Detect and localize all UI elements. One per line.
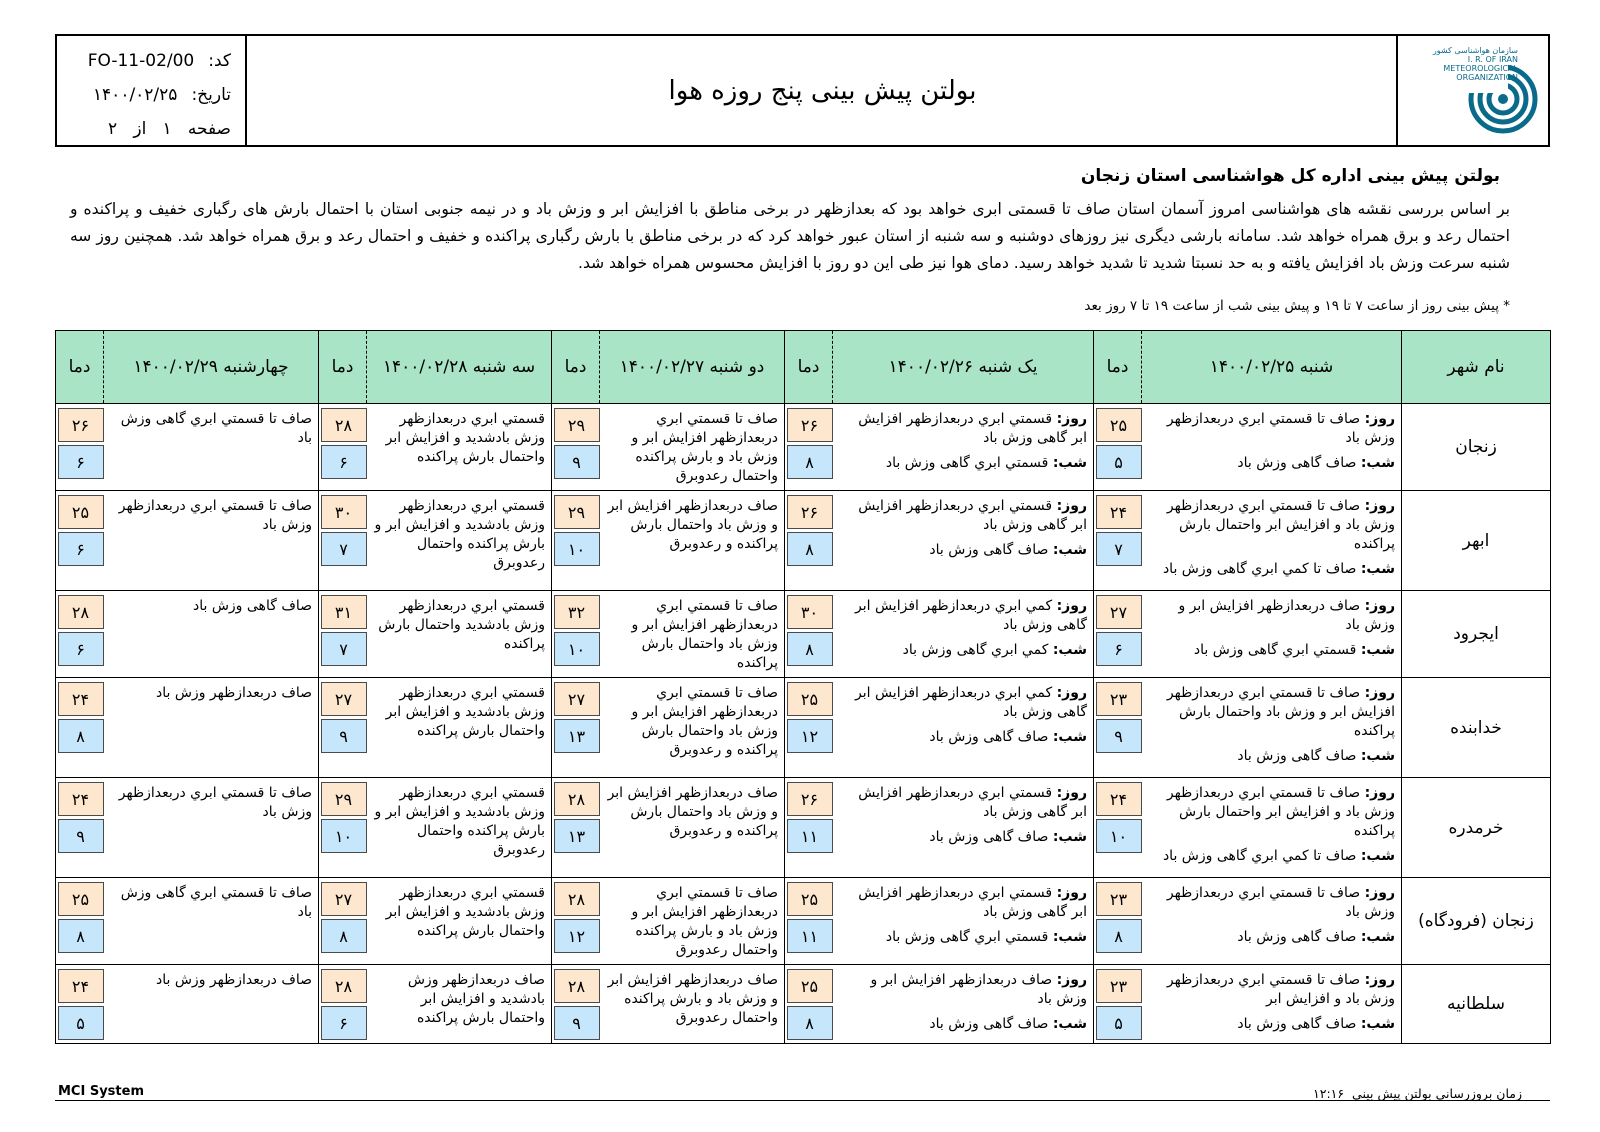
day-forecast-text: قسمتي ابري دربعدازظهر افزايش ابر گاهی وزش باد (858, 498, 1087, 533)
night-forecast (839, 1015, 1088, 1034)
forecast-description (1142, 404, 1402, 491)
city-name: خدابنده (1402, 678, 1551, 778)
max-temperature: ۲۵ (58, 882, 104, 916)
page-title: بولتن پیش بینی پنج روزه هوا (668, 75, 977, 106)
night-forecast (839, 928, 1088, 947)
night-forecast (1148, 1015, 1396, 1034)
night-forecast-text: صاف گاهی وزش باد (929, 1016, 1049, 1032)
forecast-text: صاف دربعدازظهر وزش باد (156, 972, 312, 988)
forecast-description (600, 965, 785, 1044)
forecast-description (367, 491, 552, 591)
day-forecast (839, 410, 1088, 448)
day-forecast (839, 971, 1088, 1009)
min-temperature: ۱۲ (787, 719, 833, 753)
night-forecast (839, 641, 1088, 660)
forecast-text: صاف گاهی وزش باد (192, 598, 312, 614)
forecast-text: صاف تا قسمتي ابري دربعدازظهر افزايش ابر و وزش باد و بارش پراكنده واحتمال رعدوبرق (631, 411, 778, 484)
day-header-1: شنبه ۱۴۰۰/۰۲/۲۵ (1142, 331, 1402, 404)
temperature-cell (56, 491, 104, 591)
day-header-2: یک شنبه ۱۴۰۰/۰۲/۲۶ (833, 331, 1094, 404)
forecast-description (833, 491, 1094, 591)
forecast-text: صاف تا قسمتي ابري دربعدازظهر افزايش ابر و وزش باد واحتمال بارش پراكنده (631, 598, 778, 671)
min-temperature: ۹ (58, 819, 104, 853)
temperature-cell (785, 491, 833, 591)
forecast-description (600, 778, 785, 878)
temperature-cell (56, 965, 104, 1044)
night-label: شب: (1360, 848, 1395, 864)
forecast-summary: بر اساس بررسی نقشه های هواشناسی امروز آسمان استان صاف تا قسمتی ابری خواهد بود که بعدازظهر در برخی مناطق با افزایش ابر و وزش باد و در نیمه جنوبی استان با احتمال بارش های رگباری خفیف و پراکنده و احتمال رعد و برق همراه خواهد شد. سامانه بارشی دیگری نیز روزهای دوشنبه و سه شنبه از استان عبور خواهد کرد که در برخی مناطق با بارش رگباری پراکنده و خفیف و احتمال رعد و برق همراه خواهد شد. همچنین روز سه شنبه سرعت وزش باد افزایش یافته و به حد نسبتا شدید تا شدید خواهد رسید. دمای هوا نیز طی این دو روز با افزایش محسوس همراه خواهد شد. (70, 200, 1510, 272)
temperature-cell (56, 591, 104, 678)
table-row (56, 404, 1551, 491)
forecast-table (55, 330, 1551, 1044)
day-label: روز: (1056, 598, 1087, 614)
city-name: ابهر (1402, 491, 1551, 591)
max-temperature: ۳۰ (321, 495, 367, 529)
temperature-cell (56, 678, 104, 778)
temperature-cell (785, 678, 833, 778)
city-name: زنجان (1402, 404, 1551, 491)
night-forecast-text: صاف تا كمي ابري گاهی وزش باد (1162, 848, 1357, 864)
code-label: کد: (208, 51, 231, 71)
temperature-cell (56, 878, 104, 965)
max-temperature: ۲۶ (787, 495, 833, 529)
forecast-description (600, 591, 785, 678)
night-forecast (839, 728, 1088, 747)
day-label: روز: (1364, 685, 1395, 701)
min-temperature: ۸ (321, 919, 367, 953)
day-forecast-text: قسمتي ابري دربعدازظهر افزايش ابر گاهی وزش باد (858, 885, 1087, 920)
max-temperature: ۳۰ (787, 595, 833, 629)
document-info (57, 36, 247, 145)
forecast-description (833, 878, 1094, 965)
forecast-text: قسمتي ابري دربعدازظهر وزش بادشدید و افزايش ابر و بارش پراكنده واحتمال رعدوبرق (374, 498, 545, 571)
day-forecast (1148, 684, 1396, 741)
min-temperature: ۱۰ (1096, 819, 1142, 853)
min-temperature: ۶ (321, 445, 367, 479)
forecast-description (1142, 678, 1402, 778)
min-temperature: ۶ (58, 632, 104, 666)
night-forecast (1148, 847, 1396, 866)
max-temperature: ۲۵ (1096, 408, 1142, 442)
min-temperature: ۷ (1096, 532, 1142, 566)
temperature-cell (56, 778, 104, 878)
table-row (56, 491, 1551, 591)
forecast-description (367, 404, 552, 491)
day-label: روز: (1364, 598, 1395, 614)
temperature-cell (785, 591, 833, 678)
night-forecast-text: صاف تا كمي ابري گاهی وزش باد (1162, 561, 1357, 577)
city-name: ايجرود (1402, 591, 1551, 678)
max-temperature: ۲۴ (58, 969, 104, 1003)
forecast-description (833, 778, 1094, 878)
night-forecast-text: كمي ابري گاهی وزش باد (902, 642, 1049, 658)
temperature-cell (1094, 591, 1142, 678)
temperature-cell (785, 965, 833, 1044)
day-label: روز: (1056, 972, 1087, 988)
night-label: شب: (1052, 729, 1087, 745)
forecast-description (600, 404, 785, 491)
max-temperature: ۲۶ (787, 408, 833, 442)
min-temperature: ۵ (1096, 445, 1142, 479)
forecast-description (104, 491, 319, 591)
temperature-cell (319, 404, 367, 491)
forecast-description (833, 591, 1094, 678)
min-temperature: ۵ (58, 1006, 104, 1040)
forecast-description (600, 878, 785, 965)
city-name: زنجان (فرودگاه) (1402, 878, 1551, 965)
temperature-cell (319, 491, 367, 591)
temperature-cell (552, 491, 600, 591)
bulletin-subtitle: بولتن پیش بینی اداره کل هواشناسی استان زنجان (1080, 166, 1500, 186)
forecast-description (833, 965, 1094, 1044)
max-temperature: ۲۵ (787, 882, 833, 916)
forecast-description (104, 591, 319, 678)
max-temperature: ۳۱ (321, 595, 367, 629)
day-label: روز: (1364, 498, 1395, 514)
date-value: ۱۴۰۰/۰۲/۲۵ (92, 85, 178, 105)
night-forecast (1148, 560, 1396, 579)
night-label: شب: (1360, 929, 1395, 945)
forecast-text: قسمتي ابري دربعدازظهر وزش بادشدید و افزايش ابر و بارش پراكنده واحتمال رعدوبرق (374, 785, 545, 858)
forecast-description (104, 878, 319, 965)
night-label: شب: (1052, 929, 1087, 945)
night-forecast (839, 541, 1088, 560)
min-temperature: ۹ (554, 445, 600, 479)
night-forecast (1148, 454, 1396, 473)
temperature-cell (1094, 678, 1142, 778)
min-temperature: ۸ (787, 1006, 833, 1040)
forecast-text: صاف تا قسمتي ابري دربعدازظهر وزش باد (118, 498, 312, 533)
day-forecast (1148, 597, 1396, 635)
day-forecast (1148, 784, 1396, 841)
bulletin-header (55, 34, 1550, 147)
min-temperature: ۱۱ (787, 919, 833, 953)
min-temperature: ۸ (787, 632, 833, 666)
day-forecast (1148, 971, 1396, 1009)
max-temperature: ۲۳ (1096, 882, 1142, 916)
min-temperature: ۱۳ (554, 819, 600, 853)
night-label: شب: (1052, 542, 1087, 558)
day-label: روز: (1056, 498, 1087, 514)
min-temperature: ۱۰ (321, 819, 367, 853)
max-temperature: ۲۴ (58, 782, 104, 816)
forecast-text: صاف تا قسمتي ابري دربعدازظهر وزش باد (118, 785, 312, 820)
night-label: شب: (1360, 561, 1395, 577)
max-temperature: ۲۵ (58, 495, 104, 529)
footer-divider (55, 1100, 1550, 1101)
day-forecast (839, 784, 1088, 822)
forecast-description (367, 678, 552, 778)
day-forecast-text: صاف تا قسمتي ابري دربعدازظهر افزايش ابر و وزش باد واحتمال بارش پراكنده (1166, 685, 1395, 739)
max-temperature: ۲۳ (1096, 969, 1142, 1003)
day-label: روز: (1364, 972, 1395, 988)
city-column-header: نام شهر (1402, 331, 1551, 404)
city-name: سلطانيه (1402, 965, 1551, 1044)
day-forecast-text: قسمتي ابري دربعدازظهر افزايش ابر گاهی وزش باد (858, 785, 1087, 820)
max-temperature: ۲۴ (1096, 495, 1142, 529)
forecast-description (1142, 778, 1402, 878)
day-forecast-text: صاف تا قسمتي ابري دربعدازظهر وزش باد و افزايش ابر (1166, 972, 1395, 1007)
max-temperature: ۲۹ (554, 495, 600, 529)
temperature-cell (552, 965, 600, 1044)
forecast-description (104, 778, 319, 878)
night-label: شب: (1052, 829, 1087, 845)
day-forecast-text: صاف دربعدازظهر افزايش ابر و وزش باد (1178, 598, 1395, 633)
night-forecast-text: قسمتي ابري گاهی وزش باد (1193, 642, 1357, 658)
forecast-text: صاف دربعدازظهر افزايش ابر و وزش باد و بارش پراكنده واحتمال رعدوبرق (607, 972, 778, 1026)
night-label: شب: (1360, 642, 1395, 658)
max-temperature: ۲۵ (787, 969, 833, 1003)
day-forecast-text: صاف تا قسمتي ابري دربعدازظهر وزش باد و افزايش ابر واحتمال بارش پراكنده (1166, 785, 1395, 839)
min-temperature: ۸ (787, 532, 833, 566)
night-label: شب: (1360, 1016, 1395, 1032)
temp-header-5: دما (56, 331, 104, 404)
forecast-text: صاف دربعدازظهر وزش باد (156, 685, 312, 701)
temperature-cell (1094, 404, 1142, 491)
night-forecast-text: صاف گاهی وزش باد (1237, 1016, 1357, 1032)
temperature-cell (319, 678, 367, 778)
forecast-description (1142, 965, 1402, 1044)
temperature-cell (56, 404, 104, 491)
night-forecast (1148, 747, 1396, 766)
code-value: FO-11-02/00 (87, 51, 195, 71)
night-label: شب: (1360, 455, 1395, 471)
day-forecast-text: صاف تا قسمتي ابري دربعدازظهر وزش باد (1166, 885, 1395, 920)
min-temperature: ۱۳ (554, 719, 600, 753)
forecast-text: صاف دربعدازظهر وزش بادشدید و افزايش ابر واحتمال بارش پراكنده (407, 972, 545, 1026)
day-header-5: چهارشنبه ۱۴۰۰/۰۲/۲۹ (104, 331, 319, 404)
table-row (56, 778, 1551, 878)
day-forecast-text: صاف تا قسمتي ابري دربعدازظهر وزش باد (1166, 411, 1395, 446)
temperature-cell (1094, 965, 1142, 1044)
min-temperature: ۷ (321, 532, 367, 566)
night-forecast-text: صاف گاهی وزش باد (1237, 455, 1357, 471)
footer-update-time: زمان بروزرسانی بولتن پیش بینی ۱۲:۱۶ (1313, 1086, 1522, 1101)
temp-header-3: دما (552, 331, 600, 404)
temperature-cell (1094, 778, 1142, 878)
min-temperature: ۶ (321, 1006, 367, 1040)
day-forecast (1148, 884, 1396, 922)
min-temperature: ۸ (58, 919, 104, 953)
table-row (56, 678, 1551, 778)
forecast-text: صاف تا قسمتي ابري دربعدازظهر افزايش ابر و وزش باد و بارش پراكنده واحتمال رعدوبرق (631, 885, 778, 958)
max-temperature: ۲۸ (321, 969, 367, 1003)
day-forecast (839, 684, 1088, 722)
max-temperature: ۲۹ (554, 408, 600, 442)
max-temperature: ۲۶ (787, 782, 833, 816)
forecast-description (104, 404, 319, 491)
city-name: خرمدره (1402, 778, 1551, 878)
min-temperature: ۹ (554, 1006, 600, 1040)
min-temperature: ۱۲ (554, 919, 600, 953)
forecast-text: صاف دربعدازظهر افزايش ابر و وزش باد واحتمال بارش پراكنده و رعدوبرق (607, 498, 778, 552)
day-forecast-text: صاف تا قسمتي ابري دربعدازظهر وزش باد و افزايش ابر واحتمال بارش پراكنده (1166, 498, 1395, 552)
max-temperature: ۲۵ (787, 682, 833, 716)
temperature-cell (552, 404, 600, 491)
max-temperature: ۲۹ (321, 782, 367, 816)
forecast-text: صاف تا قسمتي ابري دربعدازظهر افزايش ابر و وزش باد واحتمال بارش پراكنده و رعدوبرق (631, 685, 778, 758)
table-row (56, 878, 1551, 965)
min-temperature: ۱۱ (787, 819, 833, 853)
night-forecast-text: صاف گاهی وزش باد (1237, 929, 1357, 945)
temperature-cell (1094, 878, 1142, 965)
temp-header-4: دما (319, 331, 367, 404)
day-forecast (1148, 497, 1396, 554)
max-temperature: ۲۸ (554, 969, 600, 1003)
forecast-description (1142, 491, 1402, 591)
day-forecast-text: صاف دربعدازظهر افزايش ابر و وزش باد (870, 972, 1087, 1007)
forecast-description (367, 965, 552, 1044)
max-temperature: ۳۲ (554, 595, 600, 629)
max-temperature: ۲۷ (1096, 595, 1142, 629)
min-temperature: ۶ (58, 445, 104, 479)
temperature-cell (319, 878, 367, 965)
table-header-row (56, 331, 1551, 404)
organization-logo (1396, 36, 1548, 145)
day-forecast-text: كمي ابري دربعدازظهر افزايش ابر گاهی وزش باد (855, 598, 1087, 633)
night-label: شب: (1052, 1016, 1087, 1032)
temperature-cell (319, 591, 367, 678)
night-forecast-text: قسمتي ابري گاهی وزش باد (885, 455, 1049, 471)
day-label: روز: (1364, 411, 1395, 427)
max-temperature: ۲۷ (321, 682, 367, 716)
night-label: شب: (1052, 455, 1087, 471)
min-temperature: ۷ (321, 632, 367, 666)
logo-text: سازمان هواشناسی کشور I. R. OF IRAN METEOROLOGICAL ORGANIZATION (1432, 46, 1518, 82)
min-temperature: ۶ (1096, 632, 1142, 666)
max-temperature: ۲۴ (1096, 782, 1142, 816)
forecast-description (367, 878, 552, 965)
min-temperature: ۸ (787, 445, 833, 479)
min-temperature: ۸ (58, 719, 104, 753)
max-temperature: ۲۳ (1096, 682, 1142, 716)
temperature-cell (552, 878, 600, 965)
day-label: روز: (1056, 685, 1087, 701)
max-temperature: ۲۸ (58, 595, 104, 629)
night-forecast-text: صاف گاهی وزش باد (929, 829, 1049, 845)
night-forecast (839, 828, 1088, 847)
forecast-text: صاف تا قسمتي ابري گاهی وزش باد (120, 885, 312, 920)
day-forecast (1148, 410, 1396, 448)
day-forecast (839, 597, 1088, 635)
forecast-text: صاف تا قسمتي ابري گاهی وزش باد (120, 411, 312, 446)
page-number: صفحه ۱ از ۲ (108, 119, 231, 139)
forecast-description (104, 678, 319, 778)
day-forecast (839, 884, 1088, 922)
min-temperature: ۸ (1096, 919, 1142, 953)
day-forecast-text: كمي ابري دربعدازظهر افزايش ابر گاهی وزش باد (855, 685, 1087, 720)
night-forecast-text: صاف گاهی وزش باد (1237, 748, 1357, 764)
temperature-cell (552, 591, 600, 678)
max-temperature: ۲۸ (554, 882, 600, 916)
forecast-description (833, 404, 1094, 491)
forecast-description (104, 965, 319, 1044)
temperature-cell (785, 778, 833, 878)
min-temperature: ۶ (58, 532, 104, 566)
forecast-description (600, 491, 785, 591)
temperature-cell (552, 678, 600, 778)
forecast-text: قسمتي ابري دربعدازظهر وزش بادشدید و افزايش ابر واحتمال بارش پراكنده (385, 885, 545, 939)
date-label: تاریخ: (191, 85, 231, 105)
table-row (56, 591, 1551, 678)
day-header-4: سه شنبه ۱۴۰۰/۰۲/۲۸ (367, 331, 552, 404)
max-temperature: ۲۷ (554, 682, 600, 716)
night-forecast (1148, 641, 1396, 660)
temp-header-2: دما (785, 331, 833, 404)
temperature-cell (319, 965, 367, 1044)
forecast-description (367, 778, 552, 878)
night-label: شب: (1360, 748, 1395, 764)
forecast-description (833, 678, 1094, 778)
forecast-description (1142, 878, 1402, 965)
day-label: روز: (1364, 785, 1395, 801)
day-forecast-text: قسمتي ابري دربعدازظهر افزايش ابر گاهی وزش باد (858, 411, 1087, 446)
night-forecast-text: صاف گاهی وزش باد (929, 729, 1049, 745)
night-forecast-text: قسمتي ابري گاهی وزش باد (885, 929, 1049, 945)
night-forecast (1148, 928, 1396, 947)
max-temperature: ۲۷ (321, 882, 367, 916)
min-temperature: ۹ (1096, 719, 1142, 753)
max-temperature: ۲۸ (321, 408, 367, 442)
night-label: شب: (1052, 642, 1087, 658)
forecast-text: قسمتي ابري دربعدازظهر وزش بادشدید و افزايش ابر واحتمال بارش پراكنده (385, 685, 545, 739)
table-row (56, 965, 1551, 1044)
day-label: روز: (1056, 411, 1087, 427)
night-forecast (839, 454, 1088, 473)
max-temperature: ۲۸ (554, 782, 600, 816)
max-temperature: ۲۴ (58, 682, 104, 716)
temperature-cell (785, 404, 833, 491)
forecast-time-note: * پیش بینی روز از ساعت ۷ تا ۱۹ و پیش بینی شب از ساعت ۱۹ تا ۷ روز بعد (1084, 298, 1510, 314)
day-label: روز: (1056, 785, 1087, 801)
day-forecast (839, 497, 1088, 535)
temperature-cell (319, 778, 367, 878)
min-temperature: ۹ (321, 719, 367, 753)
temp-header-1: دما (1094, 331, 1142, 404)
footer-system: MCI System (58, 1084, 144, 1099)
night-forecast-text: صاف گاهی وزش باد (929, 542, 1049, 558)
forecast-description (367, 591, 552, 678)
temperature-cell (552, 778, 600, 878)
forecast-text: صاف دربعدازظهر افزايش ابر و وزش باد واحتمال بارش پراكنده و رعدوبرق (607, 785, 778, 839)
max-temperature: ۲۶ (58, 408, 104, 442)
forecast-text: قسمتي ابري دربعدازظهر وزش بادشدید واحتمال بارش پراكنده (378, 598, 545, 652)
day-label: روز: (1364, 885, 1395, 901)
day-header-3: دو شنبه ۱۴۰۰/۰۲/۲۷ (600, 331, 785, 404)
min-temperature: ۵ (1096, 1006, 1142, 1040)
day-label: روز: (1056, 885, 1087, 901)
temperature-cell (1094, 491, 1142, 591)
min-temperature: ۱۰ (554, 632, 600, 666)
forecast-text: قسمتي ابري دربعدازظهر وزش بادشدید و افزايش ابر واحتمال بارش پراكنده (385, 411, 545, 465)
forecast-description (600, 678, 785, 778)
forecast-description (1142, 591, 1402, 678)
min-temperature: ۱۰ (554, 532, 600, 566)
temperature-cell (785, 878, 833, 965)
